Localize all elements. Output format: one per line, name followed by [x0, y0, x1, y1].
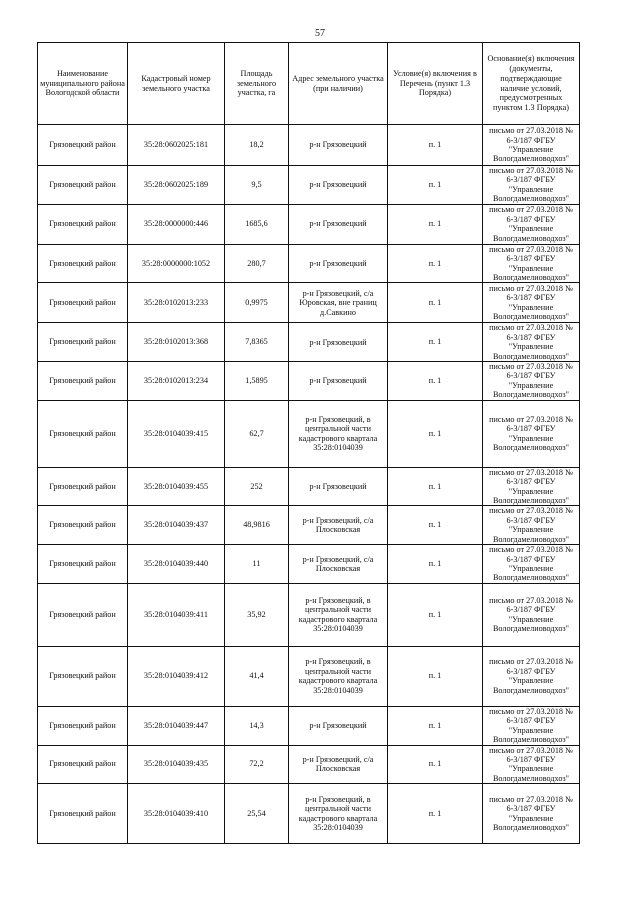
cell-district: Грязовецкий район — [38, 646, 128, 706]
cell-condition: п. 1 — [388, 166, 483, 205]
cell-address: р-н Грязовецкий — [289, 204, 388, 244]
table-row — [38, 166, 580, 205]
header-address: Адрес земельного участка (при наличии) — [289, 43, 388, 125]
header-basis: Основание(я) включения (документы, подтверждающие наличие условий, предусмотренных пунктом 1.3 Порядка) — [483, 43, 580, 125]
cell-district: Грязовецкий район — [38, 323, 128, 362]
cell-condition: п. 1 — [388, 583, 483, 646]
cell-cadastral-number: 35:28:0000000:446 — [128, 204, 225, 244]
cell-condition: п. 1 — [388, 244, 483, 283]
table-row — [38, 583, 580, 646]
cell-condition: п. 1 — [388, 323, 483, 362]
cell-address: р-н Грязовецкий — [289, 244, 388, 283]
cell-condition: п. 1 — [388, 706, 483, 745]
cell-address: р-н Грязовецкий, в центральной части кадастрового квартала 35:28:0104039 — [289, 583, 388, 646]
cell-condition: п. 1 — [388, 283, 483, 323]
cell-address: р-н Грязовецкий, с/а Плосковская — [289, 506, 388, 545]
cell-area: 48,9816 — [225, 506, 289, 545]
cell-basis: письмо от 27.03.2018 № 6-3/187 ФГБУ "Управление Вологдамелиоводхоз" — [483, 283, 580, 323]
cell-district: Грязовецкий район — [38, 166, 128, 205]
cell-area: 0,9975 — [225, 283, 289, 323]
cell-address: р-н Грязовецкий, с/а Плосковская — [289, 545, 388, 584]
cell-basis: письмо от 27.03.2018 № 6-3/187 ФГБУ "Управление Вологдамелиоводхоз" — [483, 400, 580, 467]
cell-district: Грязовецкий район — [38, 545, 128, 584]
header-area: Площадь земельного участка, га — [225, 43, 289, 125]
cell-condition: п. 1 — [388, 400, 483, 467]
table-row — [38, 283, 580, 323]
table-row — [38, 706, 580, 745]
header-condition: Условие(я) включения в Перечень (пункт 1.3 Порядка) — [388, 43, 483, 125]
table-row — [38, 646, 580, 706]
cell-address: р-н Грязовецкий, в центральной части кадастрового квартала 35:28:0104039 — [289, 646, 388, 706]
header-cadastral-number: Кадастровый номер земельного участка — [128, 43, 225, 125]
cell-area: 35,92 — [225, 583, 289, 646]
cell-area: 62,7 — [225, 400, 289, 467]
cell-area: 252 — [225, 467, 289, 506]
cell-cadastral-number: 35:28:0104039:411 — [128, 583, 225, 646]
cell-district: Грязовецкий район — [38, 467, 128, 506]
table-row — [38, 244, 580, 283]
table-row — [38, 362, 580, 401]
table-header-row — [38, 43, 580, 125]
cell-district: Грязовецкий район — [38, 784, 128, 844]
cell-basis: письмо от 27.03.2018 № 6-3/187 ФГБУ "Управление Вологдамелиоводхоз" — [483, 204, 580, 244]
cell-basis: письмо от 27.03.2018 № 6-3/187 ФГБУ "Управление Вологдамелиоводхоз" — [483, 362, 580, 401]
cell-area: 1685,6 — [225, 204, 289, 244]
cell-cadastral-number: 35:28:0104039:455 — [128, 467, 225, 506]
cell-condition: п. 1 — [388, 204, 483, 244]
cell-condition: п. 1 — [388, 646, 483, 706]
cell-basis: письмо от 27.03.2018 № 6-3/187 ФГБУ "Управление Вологдамелиоводхоз" — [483, 646, 580, 706]
table-row — [38, 467, 580, 506]
cell-basis: письмо от 27.03.2018 № 6-3/187 ФГБУ "Управление Вологдамелиоводхоз" — [483, 506, 580, 545]
cell-district: Грязовецкий район — [38, 362, 128, 401]
cell-cadastral-number: 35:28:0602025:181 — [128, 125, 225, 166]
cell-area: 14,3 — [225, 706, 289, 745]
cell-area: 25,54 — [225, 784, 289, 844]
cell-basis: письмо от 27.03.2018 № 6-3/187 ФГБУ "Управление Вологдамелиоводхоз" — [483, 784, 580, 844]
table-row — [38, 323, 580, 362]
cell-district: Грязовецкий район — [38, 706, 128, 745]
cell-cadastral-number: 35:28:0102013:368 — [128, 323, 225, 362]
cell-area: 11 — [225, 545, 289, 584]
cell-basis: письмо от 27.03.2018 № 6-3/187 ФГБУ "Управление Вологдамелиоводхоз" — [483, 323, 580, 362]
cell-basis: письмо от 27.03.2018 № 6-3/187 ФГБУ "Управление Вологдамелиоводхоз" — [483, 583, 580, 646]
cell-district: Грязовецкий район — [38, 745, 128, 784]
cell-address: р-н Грязовецкий, с/а Юровская, вне границ д.Савкино — [289, 283, 388, 323]
cell-condition: п. 1 — [388, 125, 483, 166]
cell-condition: п. 1 — [388, 467, 483, 506]
cell-address: р-н Грязовецкий, в центральной части кадастрового квартала 35:28:0104039 — [289, 400, 388, 467]
cell-area: 1,5895 — [225, 362, 289, 401]
cell-cadastral-number: 35:28:0104039:410 — [128, 784, 225, 844]
table-row — [38, 784, 580, 844]
cell-address: р-н Грязовецкий — [289, 323, 388, 362]
cell-address: р-н Грязовецкий — [289, 362, 388, 401]
cell-cadastral-number: 35:28:0104039:437 — [128, 506, 225, 545]
table-row — [38, 400, 580, 467]
cell-cadastral-number: 35:28:0104039:447 — [128, 706, 225, 745]
cell-cadastral-number: 35:28:0104039:415 — [128, 400, 225, 467]
cell-cadastral-number: 35:28:0102013:234 — [128, 362, 225, 401]
cell-area: 7,8365 — [225, 323, 289, 362]
cell-basis: письмо от 27.03.2018 № 6-3/187 ФГБУ "Управление Вологдамелиоводхоз" — [483, 467, 580, 506]
cell-cadastral-number: 35:28:0000000:1052 — [128, 244, 225, 283]
cell-condition: п. 1 — [388, 506, 483, 545]
cell-address: р-н Грязовецкий — [289, 166, 388, 205]
cell-address: р-н Грязовецкий, с/а Плосковская — [289, 745, 388, 784]
header-district: Наименование муниципального района Вологодской области — [38, 43, 128, 125]
cell-district: Грязовецкий район — [38, 204, 128, 244]
cell-cadastral-number: 35:28:0102013:233 — [128, 283, 225, 323]
cell-address: р-н Грязовецкий, в центральной части кадастрового квартала 35:28:0104039 — [289, 784, 388, 844]
table-row — [38, 545, 580, 584]
cell-cadastral-number: 35:28:0104039:412 — [128, 646, 225, 706]
cell-district: Грязовецкий район — [38, 400, 128, 467]
cell-district: Грязовецкий район — [38, 506, 128, 545]
cell-cadastral-number: 35:28:0602025:189 — [128, 166, 225, 205]
cell-area: 41,4 — [225, 646, 289, 706]
page-number: 57 — [315, 28, 325, 39]
cell-cadastral-number: 35:28:0104039:435 — [128, 745, 225, 784]
cell-condition: п. 1 — [388, 784, 483, 844]
cell-basis: письмо от 27.03.2018 № 6-3/187 ФГБУ "Управление Вологдамелиоводхоз" — [483, 125, 580, 166]
table-row — [38, 204, 580, 244]
land-plots-table — [37, 42, 580, 844]
cell-condition: п. 1 — [388, 745, 483, 784]
cell-district: Грязовецкий район — [38, 125, 128, 166]
cell-basis: письмо от 27.03.2018 № 6-3/187 ФГБУ "Управление Вологдамелиоводхоз" — [483, 166, 580, 205]
table-body — [38, 125, 580, 844]
cell-cadastral-number: 35:28:0104039:440 — [128, 545, 225, 584]
cell-condition: п. 1 — [388, 362, 483, 401]
cell-basis: письмо от 27.03.2018 № 6-3/187 ФГБУ "Управление Вологдамелиоводхоз" — [483, 545, 580, 584]
cell-basis: письмо от 27.03.2018 № 6-3/187 ФГБУ "Управление Вологдамелиоводхоз" — [483, 244, 580, 283]
cell-address: р-н Грязовецкий — [289, 125, 388, 166]
cell-area: 72,2 — [225, 745, 289, 784]
cell-district: Грязовецкий район — [38, 583, 128, 646]
cell-address: р-н Грязовецкий — [289, 467, 388, 506]
cell-condition: п. 1 — [388, 545, 483, 584]
cell-area: 18,2 — [225, 125, 289, 166]
cell-basis: письмо от 27.03.2018 № 6-3/187 ФГБУ "Управление Вологдамелиоводхоз" — [483, 706, 580, 745]
cell-area: 9,5 — [225, 166, 289, 205]
cell-basis: письмо от 27.03.2018 № 6-3/187 ФГБУ "Управление Вологдамелиоводхоз" — [483, 745, 580, 784]
cell-district: Грязовецкий район — [38, 283, 128, 323]
table-row — [38, 506, 580, 545]
table-row — [38, 125, 580, 166]
cell-area: 280,7 — [225, 244, 289, 283]
table-row — [38, 745, 580, 784]
cell-address: р-н Грязовецкий — [289, 706, 388, 745]
cell-district: Грязовецкий район — [38, 244, 128, 283]
